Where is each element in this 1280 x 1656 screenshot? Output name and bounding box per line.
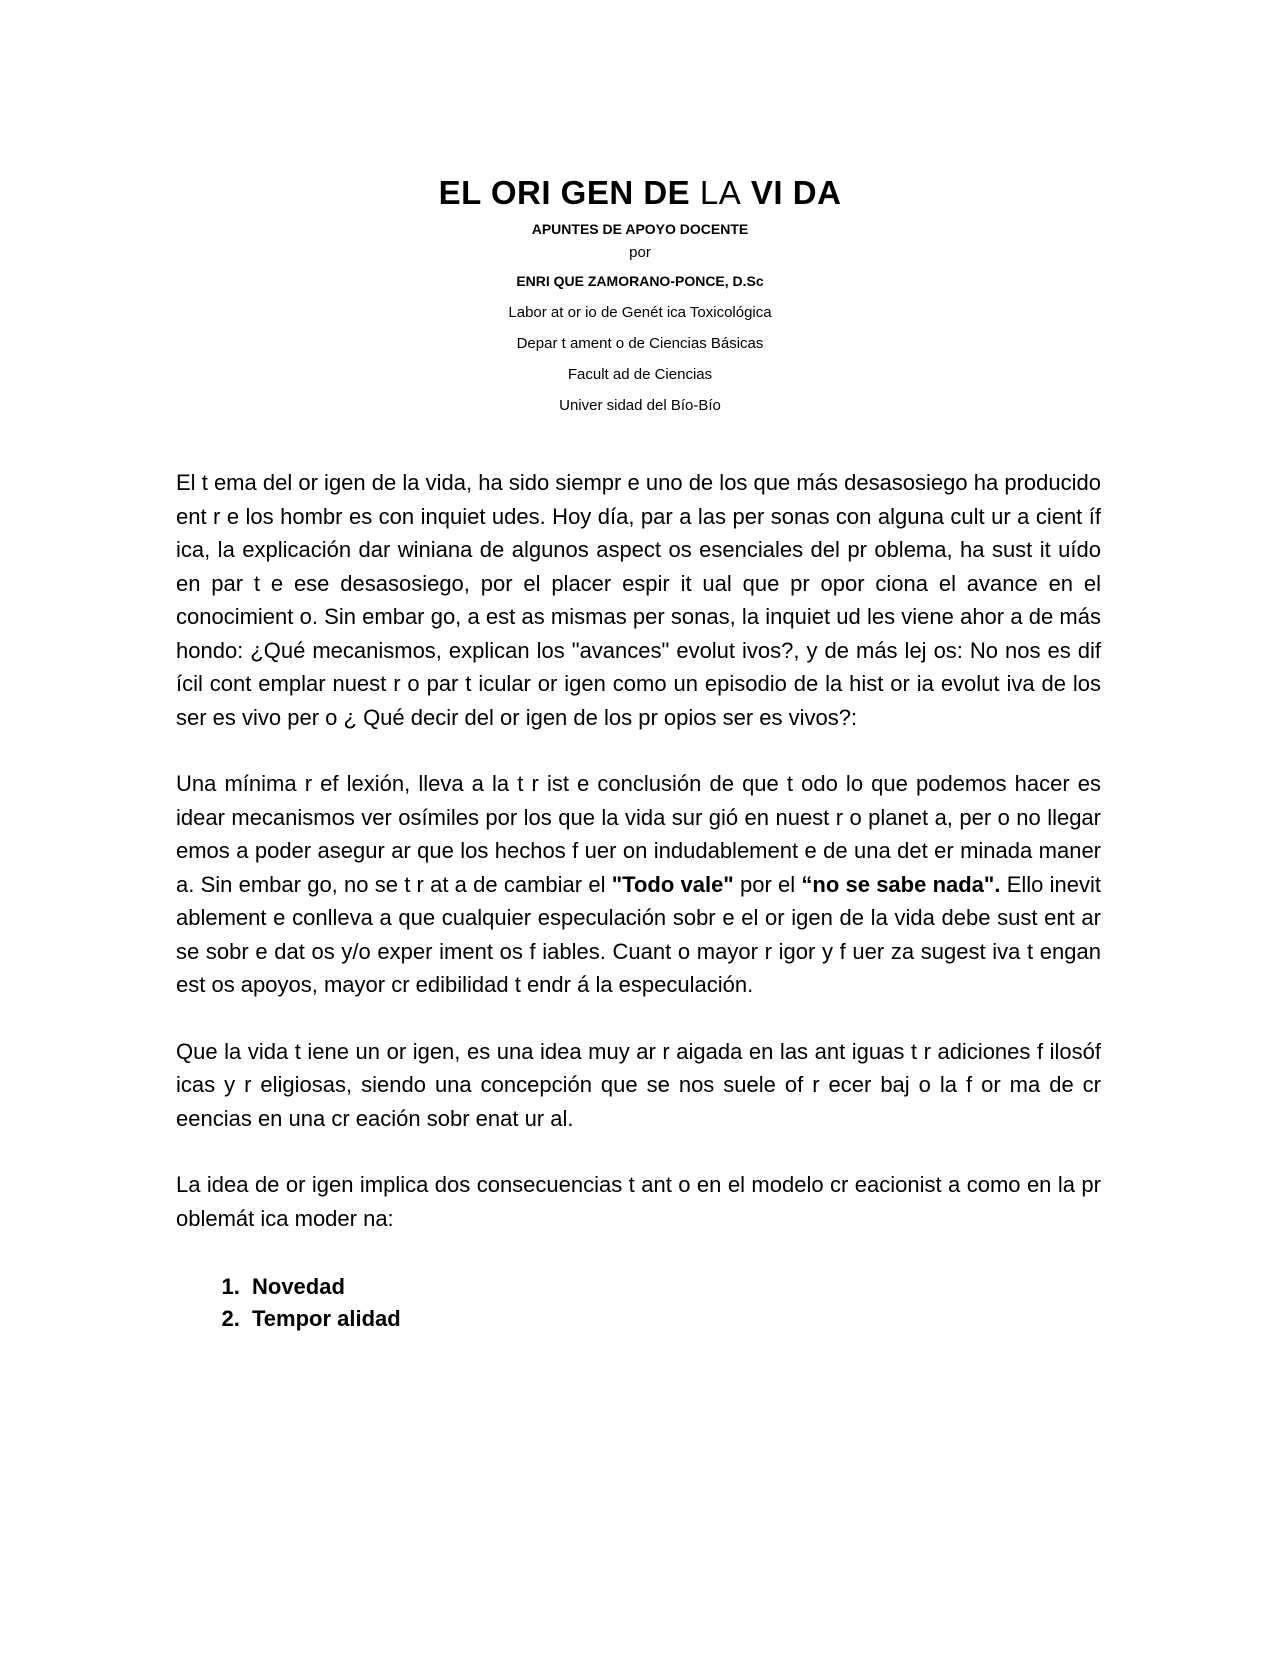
list-item: 1. Novedad <box>246 1271 1101 1303</box>
paragraph-1: El t ema del or igen de la vida, ha sido siempr e uno de los que más desasosiego ha producido ent r e los hombr es con inquiet udes. Hoy día, par a las per sonas con alguna cult ur a cient íf ica, la explicación dar winiana de algunos aspect os esenciales del pr oblema, ha sust it uído en par t e ese desasosiego, por el placer espir it ual que pr opor ciona el avance en el conocimient o. Sin embar go, a est as mismas per sonas, la inquiet ud les viene ahor a de más hondo: ¿Qué mecanismos, explican los "avances" evolut ivos?, y de más lej os: No nos es dif ícil cont emplar nuest r o par t icular or igen como un episodio de la hist or ia evolut iva de los ser es vivo per o ¿ Qué decir del or igen de los pr opios ser es vivos?: <box>176 470 1101 730</box>
title-part-3: VI DA <box>741 174 842 211</box>
emphasis-todo-vale: "Todo vale" <box>611 871 734 897</box>
emphasis-no-se-sabe-nada: “no se sabe nada". <box>801 871 1001 897</box>
paragraph-3: Que la vida t iene un or igen, es una idea muy ar r aigada en las ant iguas t r adiciones f ilosóf icas y r eligiosas, siendo una concepción que se nos suele of r ecer baj o la f or ma de cr eencias en una cr eación sobr enat ur al. <box>176 1038 1101 1131</box>
affiliation-department: Depar t ament o de Ciencias Básicas <box>516 335 764 352</box>
document-body <box>176 466 1101 1335</box>
paragraph-2-text-a: Una mínima r ef lexión, lleva a la t r ist e conclusión de que t odo lo que podemos hacer es idear mecanismos ver osímiles por los que la vida sur gió en nuest r o planet a, per o no llegar emos a poder asegur ar que los hechos f uer on indudablement e de una det er minada maner a. Sin embar go, no se t r at a de cambiar el <box>176 771 1101 897</box>
title-part-1: EL ORI GEN DE <box>438 174 700 211</box>
paragraph-4: La idea de or igen implica dos consecuencias t ant o en el modelo cr eacionist a como en la pr oblemát ica moder na: <box>176 1172 1101 1231</box>
affiliation-lab: Labor at or io de Genét ica Toxicológica <box>508 304 772 321</box>
by-line: por <box>629 244 651 261</box>
document-header <box>0 172 1280 421</box>
author-name: ENRI QUE ZAMORANO-PONCE, D.Sc <box>516 273 764 289</box>
numbered-list <box>176 1271 1101 1335</box>
list-item: 2. Tempor alidad <box>246 1303 1101 1335</box>
affiliation-university: Univer sidad del Bío-Bío <box>559 397 721 414</box>
paragraph-2-text-c: por el <box>733 871 802 897</box>
document-subtitle: APUNTES DE APOYO DOCENTE <box>531 221 749 237</box>
title-part-2: LA <box>699 174 742 211</box>
paragraph-2 <box>176 767 1101 1002</box>
affiliation-faculty: Facult ad de Ciencias <box>567 366 713 383</box>
document-title <box>0 172 1280 214</box>
paragraph-2-text-e: Ello inevit ablement e conlleva a que cualquier especulación sobr e el or igen de la vida debe sust ent ar se sobr e dat os y/o exper iment os f iables. Cuant o mayor r igor y f uer za sugest iva t engan est os apoyos, mayor cr edibilidad t endr á la especulación. <box>176 871 1101 997</box>
